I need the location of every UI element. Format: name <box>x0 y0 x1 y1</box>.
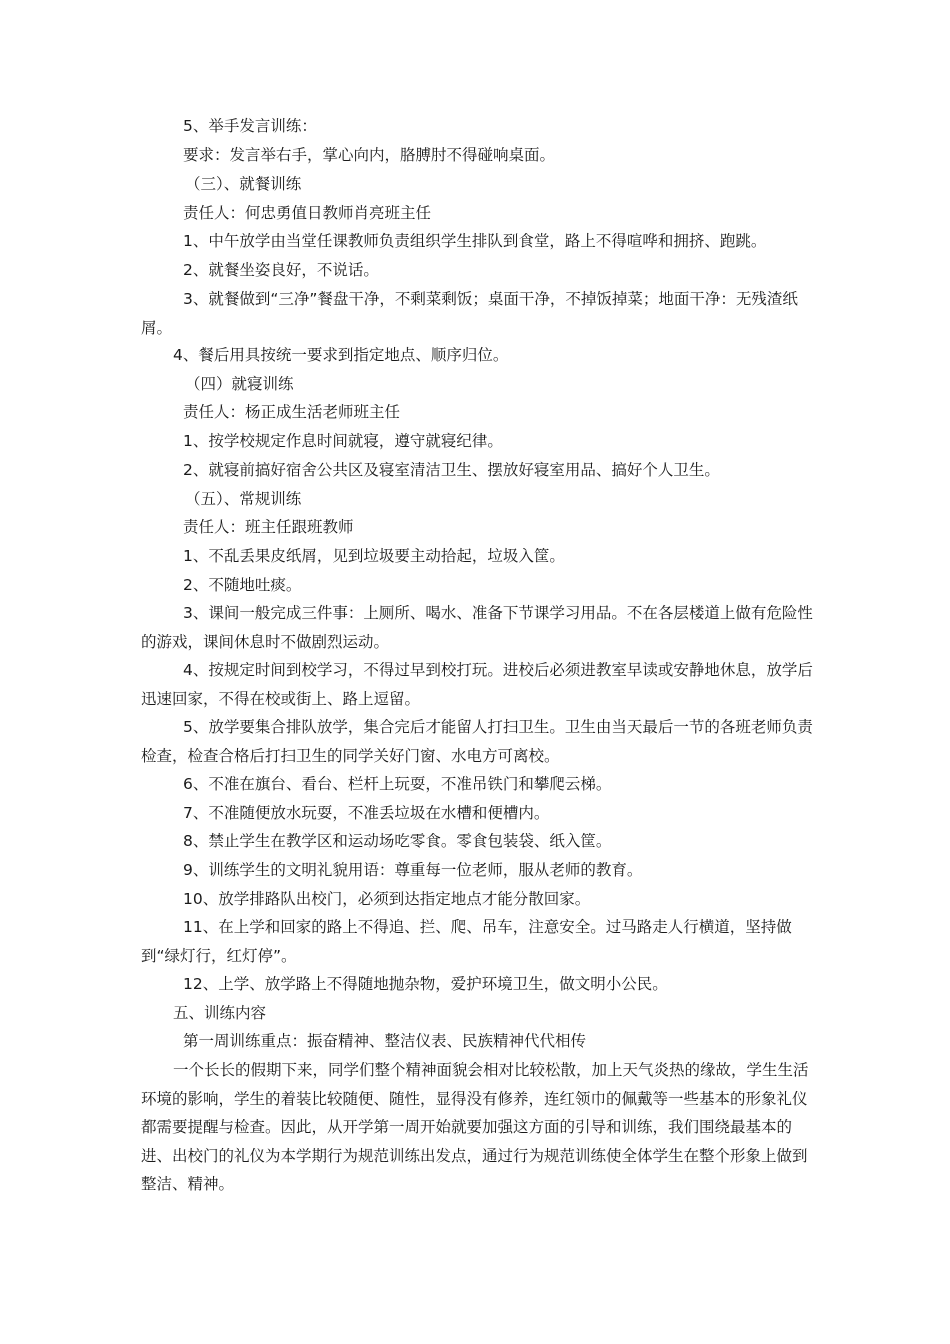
routine-item-11: 11、在上学和回家的路上不得追、拦、爬、吊车，注意安全。过马路走人行横道，坚持做到“绿灯行，红灯停”。 <box>141 918 792 965</box>
week-one-paragraph: 一个长长的假期下来，同学们整个精神面貌会相对比较松散，加上天气炎热的缘故，学生生活环境的影响，学生的着装比较随便、随性，显得没有修养，连红领巾的佩戴等一些基本的形象礼仪都需要提醒与检查。因此，从开学第一周开始就要加强这方面的引导和训练，我们围绕最基本的进、出校门的礼仪为本学期行为规范训练出发点，通过行为规范训练使全体学生在整个形象上做到整洁、精神。 <box>141 1061 809 1193</box>
dining-item-4: 4、餐后用具按统一要求到指定地点、顺序归位。 <box>173 346 509 364</box>
dining-item-2: 2、就餐坐姿良好，不说话。 <box>183 261 379 279</box>
routine-item-4: 4、按规定时间到校学习，不得过早到校打玩。进校后必须进教室早读或安静地休息，放学后迅速回家，不得在校或街上、路上逗留。 <box>141 661 813 708</box>
routine-item-12: 12、上学、放学路上不得随地抛杂物，爱护环境卫生，做文明小公民。 <box>183 975 668 993</box>
dining-item-1: 1、中午放学由当堂任课教师负责组织学生排队到食堂，路上不得喧哗和拥挤、跑跳。 <box>183 232 767 250</box>
routine-item-9: 9、训练学生的文明礼貌用语：尊重每一位老师，服从老师的教育。 <box>183 861 643 879</box>
sleep-responsible: 责任人：杨正成生活老师班主任 <box>183 403 401 421</box>
requirement-text: 要求：发言举右手，掌心向内，胳膊肘不得碰响桌面。 <box>183 146 556 164</box>
routine-item-5: 5、放学要集合排队放学，集合完后才能留人打扫卫生。卫生由当天最后一节的各班老师负责检查，检查合格后打扫卫生的同学关好门窗、水电方可离校。 <box>141 718 813 765</box>
section-dining-heading: （三）、就餐训练 <box>185 175 302 193</box>
week-one-focus: 第一周训练重点：振奋精神、整洁仪表、民族精神代代相传 <box>183 1032 587 1050</box>
routine-item-2: 2、不随地吐痰。 <box>183 576 302 594</box>
dining-responsible: 责任人：何忠勇值日教师肖亮班主任 <box>183 204 432 222</box>
sleep-item-1: 1、按学校规定作息时间就寝，遵守就寝纪律。 <box>183 432 503 450</box>
routine-item-7: 7、不准随便放水玩耍，不准丢垃圾在水槽和便槽内。 <box>183 804 550 822</box>
item-raise-hand: 5、举手发言训练： <box>183 117 317 135</box>
sleep-item-2: 2、就寝前搞好宿舍公共区及寝室清洁卫生、摆放好寝室用品、搞好个人卫生。 <box>183 461 720 479</box>
section-sleep-heading: （四）就寝训练 <box>185 375 294 393</box>
routine-item-10: 10、放学排路队出校门，必须到达指定地点才能分散回家。 <box>183 890 591 908</box>
section-routine-heading: （五）、常规训练 <box>185 490 302 508</box>
dining-item-3: 3、就餐做到“三净”餐盘干净，不剩菜剩饭；桌面干净，不掉饭掉菜；地面干净：无残渣纸屑。 <box>141 290 798 337</box>
routine-responsible: 责任人：班主任跟班教师 <box>183 518 354 536</box>
routine-item-6: 6、不准在旗台、看台、栏杆上玩耍，不准吊铁门和攀爬云梯。 <box>183 775 612 793</box>
routine-item-3: 3、课间一般完成三件事：上厕所、喝水、准备下节课学习用品。不在各层楼道上做有危险性的游戏，课间休息时不做剧烈运动。 <box>141 604 813 651</box>
routine-item-8: 8、禁止学生在教学区和运动场吃零食。零食包装袋、纸入筐。 <box>183 832 612 850</box>
routine-item-1: 1、不乱丢果皮纸屑，见到垃圾要主动拾起，垃圾入筐。 <box>183 547 565 565</box>
section-training-content-heading: 五、训练内容 <box>173 1004 267 1022</box>
